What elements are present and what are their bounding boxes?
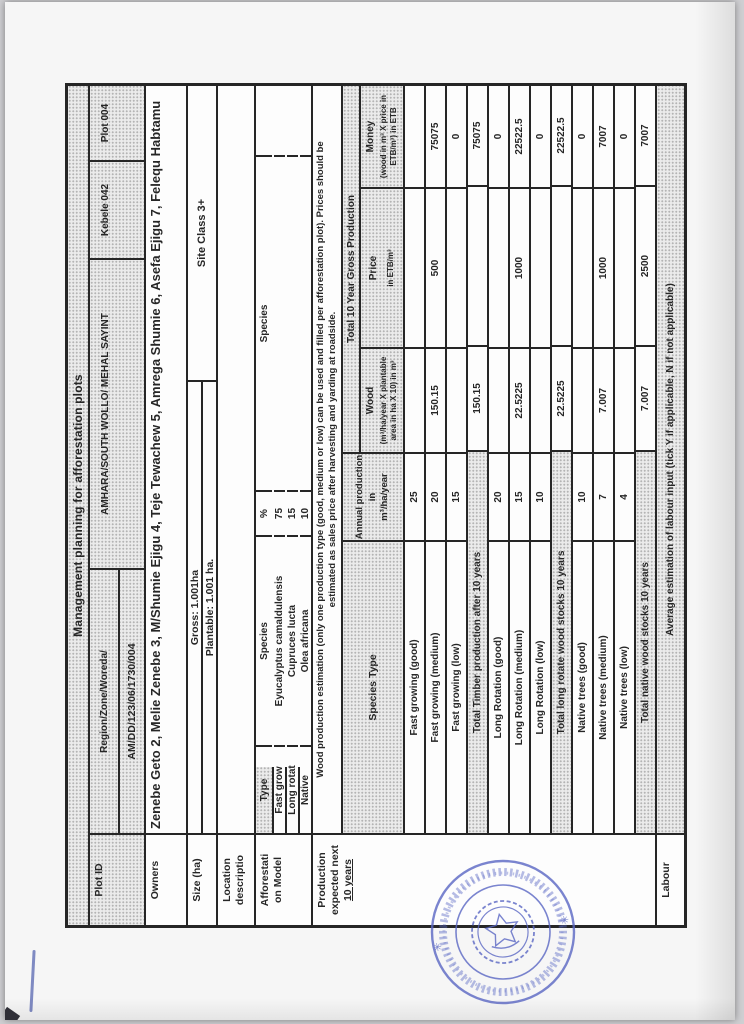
afforestation-model-section — [256, 86, 313, 925]
owners-section — [146, 86, 188, 925]
money-cell: 75075 — [430, 122, 441, 151]
price-cell — [405, 187, 424, 347]
table-row — [489, 86, 510, 833]
money-header: Money (wood in m³ X price in ETB/m³) in ETB — [361, 86, 403, 187]
species-type-header: Species Type — [343, 540, 403, 833]
model-species: Eyucalyptus camaldulensis — [274, 535, 285, 745]
scan-edge-shadow — [695, 2, 735, 1020]
wood-cell: 7.007 — [594, 347, 613, 452]
annual-cell: 10 — [573, 452, 592, 540]
production-label: Production expected next 10 years — [313, 833, 655, 925]
total-label-cell: Total Timber production after 10 years — [468, 450, 487, 833]
labour-text: Average estimation of labour input (tick Y if applicable, N if not applicable) — [657, 86, 684, 833]
afforestation-row — [274, 507, 287, 833]
price-cell: 1000 — [510, 187, 529, 347]
price-cell: 1000 — [594, 187, 613, 347]
model-species: Cupruces lucta — [287, 535, 298, 745]
price-cell — [489, 187, 508, 347]
labour-section — [657, 86, 684, 925]
title-section — [68, 86, 90, 925]
region-zone-woreda-value: AMHARA/SOUTH WOLLO/ MEHAL SAYINT — [90, 258, 120, 568]
annual-production-header: Annual production in m³/ha/year — [343, 452, 403, 540]
afforestation-form-table — [65, 83, 687, 928]
model-percent: 15 — [287, 490, 298, 535]
plot-id-label: Plot ID — [90, 833, 144, 925]
model-percent: 10 — [300, 490, 311, 535]
price-cell — [615, 187, 634, 347]
species-header: Species — [256, 535, 272, 745]
empty-cell — [300, 155, 311, 490]
empty-cell — [274, 155, 285, 490]
species-cell: Long Rotation (low) — [531, 540, 550, 833]
species-cell: Fast growing (medium) — [426, 540, 445, 833]
production-rows — [405, 86, 655, 833]
money-cell: 7007 — [598, 125, 609, 148]
table-row — [573, 86, 594, 833]
annual-cell: 4 — [615, 452, 634, 540]
official-stamp-icon — [423, 852, 583, 1012]
species-cell: Fast growing (good) — [405, 540, 424, 833]
price-cell — [447, 187, 466, 347]
rotated-form — [13, 12, 733, 1012]
svg-text:✳: ✳ — [558, 913, 571, 928]
total-row — [636, 86, 655, 833]
location-label: Location descriptio — [218, 833, 254, 925]
species-cell: Long Rotation (good) — [489, 540, 508, 833]
table-row — [447, 86, 468, 833]
owners-value: Zenebe Geto 2, Melie Zenebe 3, M/Shumie Ejigu 4, Teje Tewachew 5, Amrega Shumie 6, Asefa Ejigu 7, Felequ Habtamu — [148, 100, 163, 829]
plot-number-value: Plot 004 — [99, 103, 111, 143]
wood-cell: 22.5225 — [552, 345, 571, 450]
money-cell: 75075 — [472, 121, 483, 150]
scan-edge-shadow — [5, 998, 735, 1020]
total-row — [468, 86, 489, 833]
plot-code-value: AM/DD/123/06/1730/004 — [120, 568, 144, 833]
model-type: Native — [300, 745, 311, 833]
money-cell: 22522.5 — [514, 118, 525, 155]
money-cell: 0 — [619, 133, 630, 140]
money-cell: 22522.5 — [556, 117, 567, 154]
table-row — [510, 86, 531, 833]
afforestation-model-label: Afforestati on Model — [256, 833, 311, 925]
total-row — [552, 86, 573, 833]
wood-cell — [489, 347, 508, 452]
wood-cell: 150.15 — [426, 347, 445, 452]
scanned-paper — [5, 2, 735, 1020]
annual-cell: 20 — [489, 452, 508, 540]
size-section — [188, 86, 218, 925]
production-table — [343, 86, 655, 833]
wood-cell: 22.5225 — [510, 347, 529, 452]
price-cell: 500 — [426, 187, 445, 347]
wood-cell: 7.007 — [636, 345, 655, 450]
money-cell: 0 — [577, 133, 588, 140]
price-cell — [468, 185, 487, 345]
annual-cell: 15 — [447, 452, 466, 540]
species-cell: Native trees (good) — [573, 540, 592, 833]
money-cell: 7007 — [640, 124, 651, 147]
production-note: Wood production estimation (only one production type (good, medium or low) can be used and filled per afforestation plot). Prices should be estimated as sales price after harvesting and yarding at roadside. — [313, 86, 343, 833]
annual-cell: 15 — [510, 452, 529, 540]
price-cell — [531, 187, 550, 347]
table-row — [405, 86, 426, 833]
price-header: Price in ETB/m³ — [361, 187, 403, 347]
annual-cell: 10 — [531, 452, 550, 540]
site-class-value: Site Class 3+ — [196, 198, 208, 268]
form-title: Management planning for afforestation plots — [68, 86, 88, 925]
species-cell: Native trees (medium) — [594, 540, 613, 833]
location-empty-cell — [218, 86, 254, 833]
wood-cell — [615, 347, 634, 452]
empty-cell — [120, 86, 144, 160]
model-species: Olea africana — [300, 535, 311, 745]
empty-cell — [287, 155, 298, 490]
annual-cell: 20 — [426, 452, 445, 540]
production-section — [313, 86, 657, 925]
table-row — [615, 86, 636, 833]
price-cell — [573, 187, 592, 347]
wood-cell — [405, 347, 424, 452]
wood-cell — [531, 347, 550, 452]
money-cell — [405, 86, 424, 187]
species-cell: Long Rotation (medium) — [510, 540, 529, 833]
table-row — [426, 86, 447, 833]
table-row — [531, 86, 552, 833]
price-cell — [552, 185, 571, 345]
total-label-cell: Total native wood stocks 10 years — [636, 450, 655, 833]
area-cell — [188, 380, 216, 833]
species-cell: Fast growing (low) — [447, 540, 466, 833]
money-cell: 0 — [451, 133, 462, 140]
region-zone-woreda-label: Region/Zone/Woreda/ — [90, 568, 120, 833]
model-percent: 75 — [274, 490, 285, 535]
afforestation-row — [300, 507, 311, 833]
empty-cell — [120, 258, 144, 568]
location-section — [218, 86, 256, 925]
money-cell: 0 — [535, 133, 546, 140]
model-type: Fast grow — [274, 745, 285, 833]
afforestation-header-row — [256, 304, 274, 833]
owners-label: Owners — [146, 833, 186, 925]
annual-cell: 25 — [405, 452, 424, 540]
kebele-value: Kebele 042 — [90, 160, 120, 258]
type-header: Type — [256, 745, 272, 833]
price-cell: 2500 — [636, 185, 655, 345]
wood-header: Wood (m³/ha/year X plantable area in ha X 10) in m³ — [361, 347, 403, 452]
wood-cell: 150.15 — [468, 345, 487, 450]
annual-cell: 7 — [594, 452, 613, 540]
empty-cell — [120, 160, 144, 258]
species2-header: Species — [256, 155, 272, 490]
labour-label: Labour — [657, 833, 684, 925]
species-cell: Native trees (low) — [615, 540, 634, 833]
production-header-row — [343, 86, 405, 833]
size-label: Size (ha) — [188, 833, 216, 925]
total-label-cell: Total long rotate wood stocks 10 years — [552, 450, 571, 833]
total-gross-production-header: Total 10 Year Gross Production — [343, 86, 361, 452]
gross-area-value: Gross: 1.001ha — [188, 382, 203, 833]
afforestation-row — [287, 507, 300, 833]
money-cell: 0 — [493, 133, 504, 140]
svg-text:✳: ✳ — [431, 940, 444, 955]
wood-cell — [447, 347, 466, 452]
plot-id-section — [90, 86, 146, 925]
percent-header: % — [256, 490, 272, 535]
model-type: Long rotat — [287, 745, 298, 833]
wood-cell — [573, 347, 592, 452]
plantable-area-value: Plantable: 1.001 ha. — [203, 558, 216, 657]
table-row — [594, 86, 615, 833]
